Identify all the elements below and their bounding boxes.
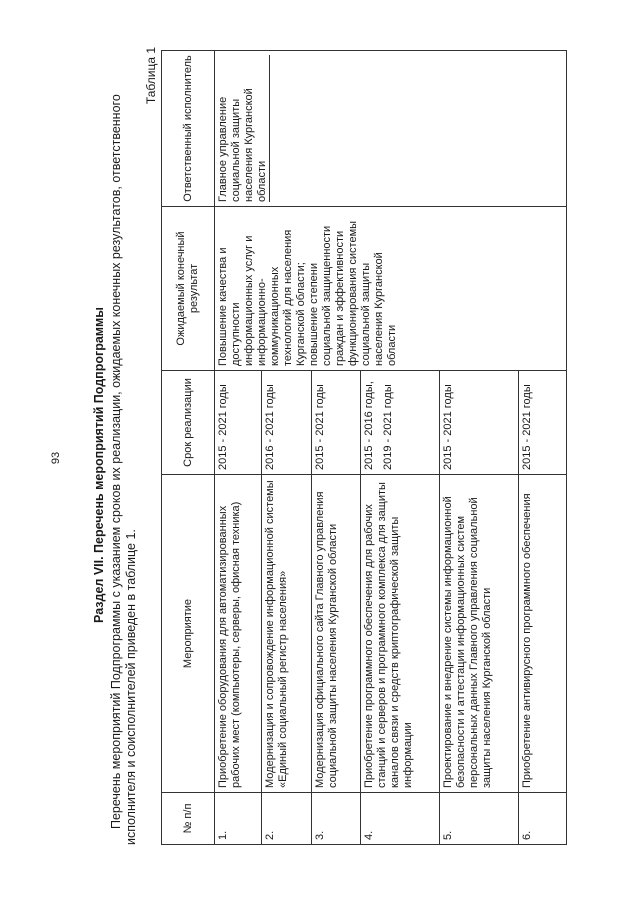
row-period-part-2: 2019 - 2021 годы (382, 384, 394, 470)
expected-result-text-1: Повышение качества и доступности информационных услуг и информационно-коммуникационных технологий для населения Курганской области; (217, 229, 307, 366)
expected-result-cell (215, 207, 567, 371)
table-row (215, 51, 262, 845)
header-period: Срок реализации (162, 371, 215, 475)
row-period: 2016 - 2021 годы (262, 371, 312, 475)
row-number: 1. (215, 793, 262, 845)
header-responsible: Ответственный исполнитель (162, 51, 215, 207)
row-activity: Приобретение программного обеспечения для рабочих станций и серверов и программного комплекса для защиты каналов связи и средств криптографической защиты информации (361, 475, 440, 793)
row-activity: Модернизация и сопровождение информационной системы «Единый социальный регистр населения» (262, 475, 312, 793)
rotated-page-content (48, 45, 640, 885)
row-period: 2015 - 2021 годы (312, 371, 361, 475)
row-number: 2. (262, 793, 312, 845)
header-expected-result: Ожидаемый конечный результат (162, 207, 215, 371)
row-activity: Приобретение оборудования для автоматизированных рабочих мест (компьютеры, серверы, офисная техника) (215, 475, 262, 793)
section-title: Раздел VII. Перечень мероприятий Подпрограммы (92, 307, 106, 623)
header-number: № п/п (162, 793, 215, 845)
table-label: Таблица 1 (144, 47, 158, 105)
row-number: 3. (312, 793, 361, 845)
row-activity: Приобретение антивирусного программного обеспечения (519, 475, 567, 793)
activities-table (161, 50, 567, 845)
row-number: 6. (519, 793, 567, 845)
row-activity: Проектирование и внедрение системы информационной безопасности и аттестации информационных систем персональных данных Главного управления социальной защиты населения Курганской области (440, 475, 519, 793)
page-number: 93 (50, 451, 62, 465)
row-period: 2015 - 2021 годы (440, 371, 519, 475)
row-activity: Модернизация официального сайта Главного управления социальной защиты населения Курганской области (312, 475, 361, 793)
header-activity: Мероприятие (162, 475, 215, 793)
responsible-cell (215, 51, 567, 207)
row-number: 4. (361, 793, 440, 845)
row-period: 2015 - 2021 годы (215, 371, 262, 475)
table-header-row (162, 51, 215, 845)
row-period-part-1: 2015 - 2016 годы, (363, 381, 375, 470)
row-number: 5. (440, 793, 519, 845)
row-period: 2015 - 2021 годы (519, 371, 567, 475)
intro-paragraph: Перечень мероприятий Подпрограммы с указанием сроков их реализации, ожидаемых конечных результатов, ответственного исполнителя и соисполнителей приведен в таблице 1. (109, 94, 138, 845)
row-period (361, 371, 440, 475)
responsible-text: Главное управление социальной защиты населения Курганской области (217, 55, 270, 202)
expected-result-text-2: повышение степени социальной защищенности граждан и эффективности функционирования системы социальной защиты населения Курганской области (308, 220, 398, 366)
